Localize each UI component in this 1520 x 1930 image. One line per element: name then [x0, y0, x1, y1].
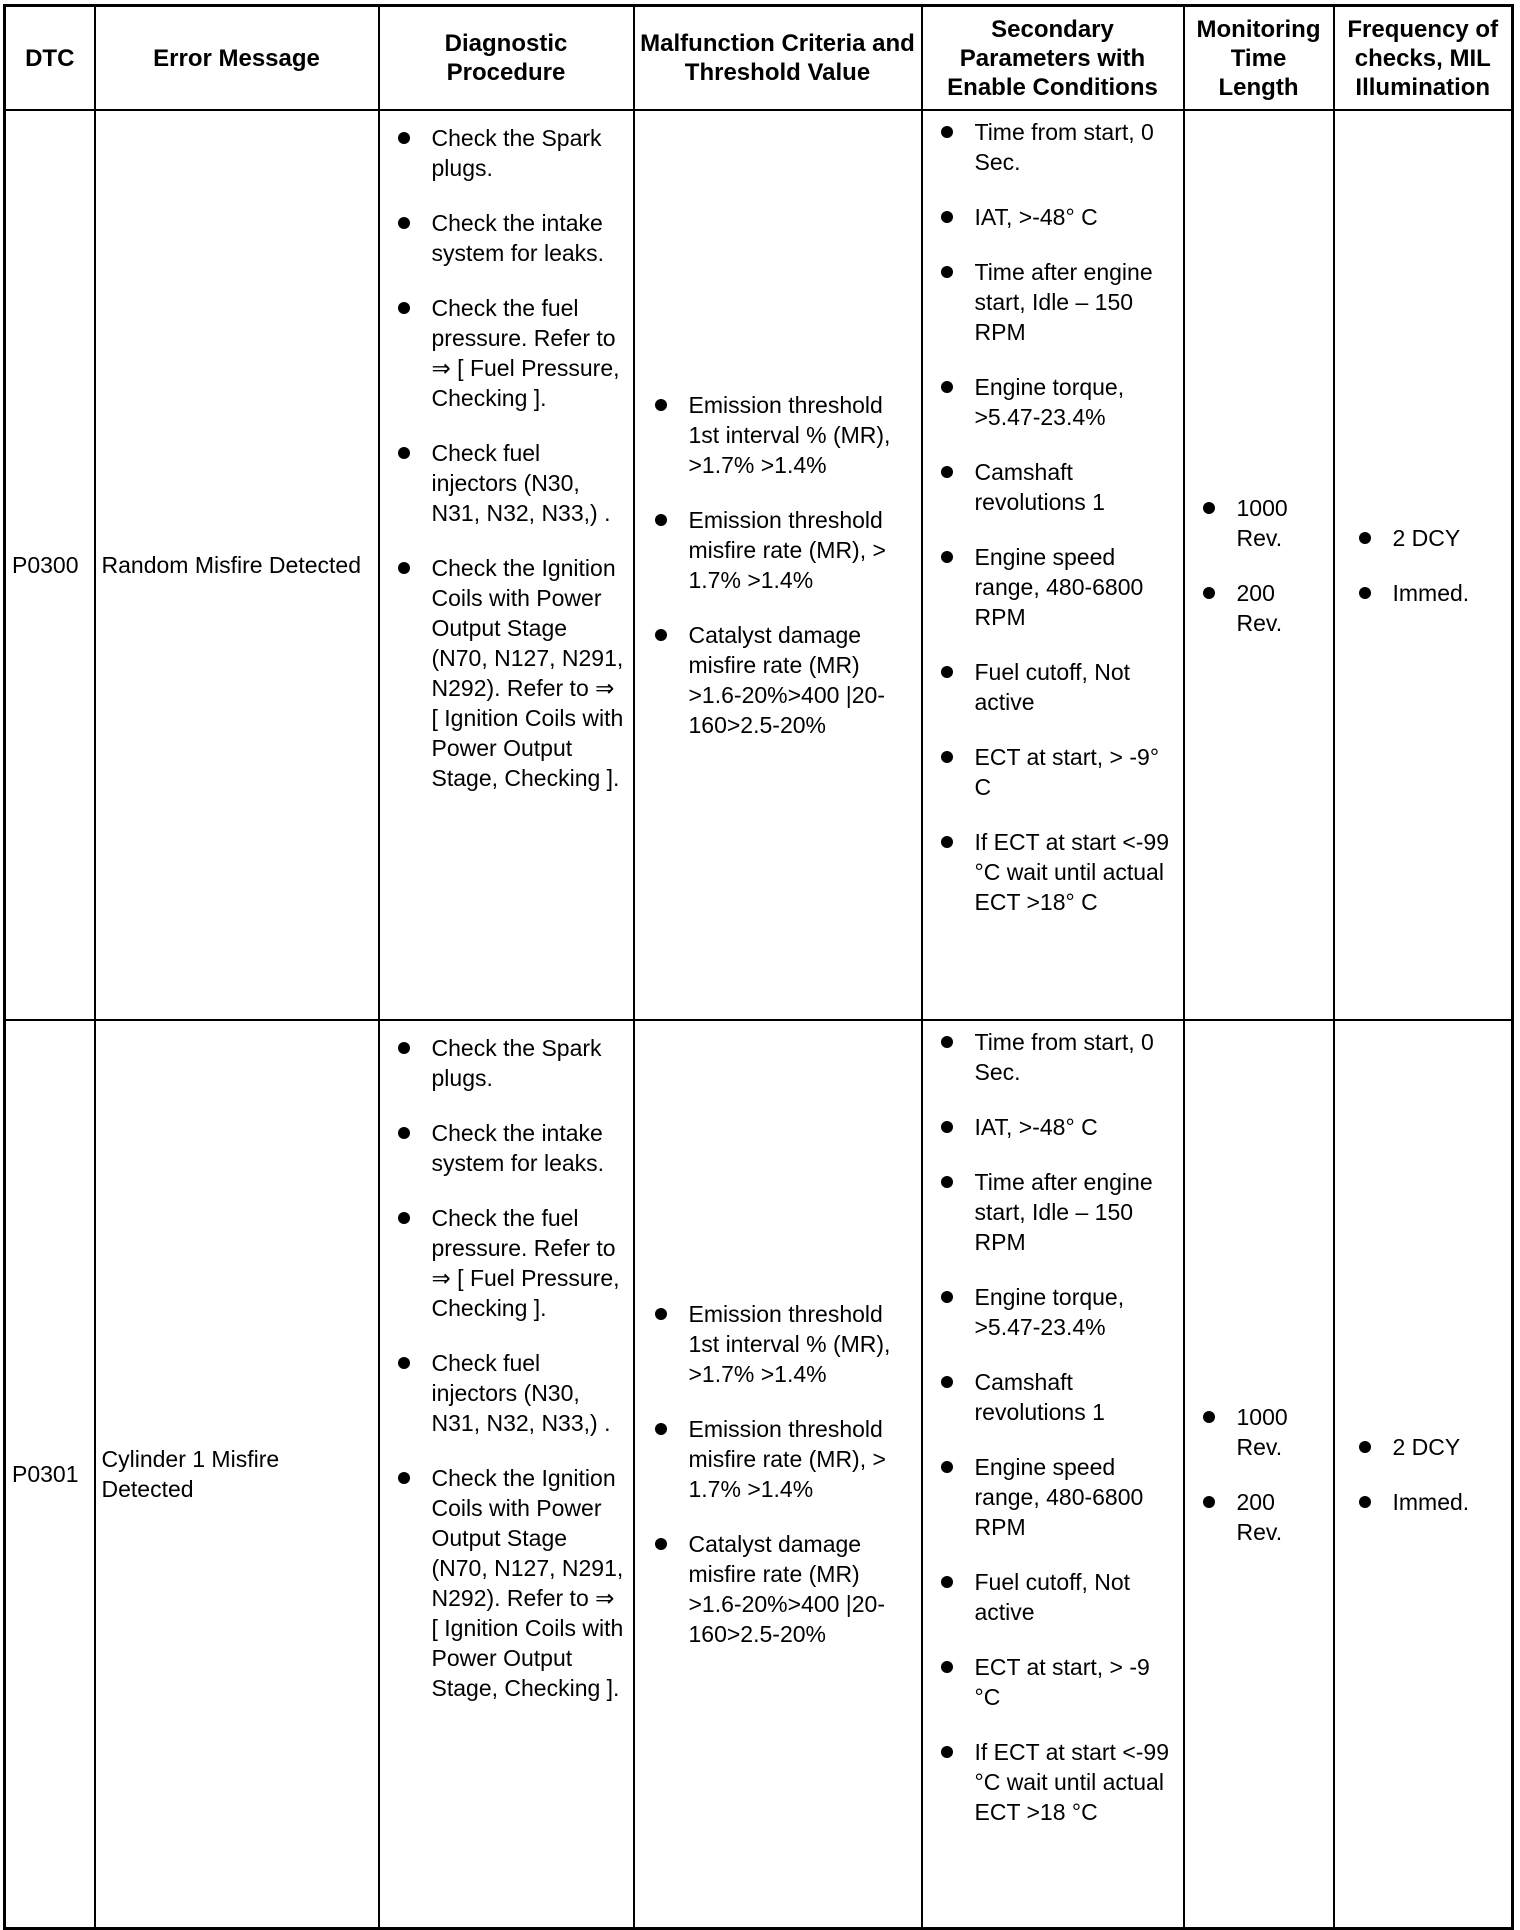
error-message: Cylinder 1 Misfire Detected [95, 1020, 379, 1929]
header-row [5, 6, 1513, 111]
secondary-parameters-cell [922, 1020, 1184, 1929]
list-item: Time after engine start, Idle – 150 RPM [937, 1167, 1175, 1257]
list-item: Check the Ignition Coils with Power Output Stage (N70, N127, N291, N292). Refer to ⇒ [ Ignition Coils with Power Output Stage, Checking ]. [394, 553, 625, 793]
list-item: Check the fuel pressure. Refer to ⇒ [ Fuel Pressure, Checking ]. [394, 293, 625, 413]
list-item: Engine speed range, 480-6800 RPM [937, 542, 1175, 632]
list-item: Camshaft revolutions 1 [937, 457, 1175, 517]
list-item: Fuel cutoff, Not active [937, 657, 1175, 717]
bullet-icon [941, 381, 953, 393]
header-secondary-parameters: Secondary Parameters with Enable Conditions [922, 6, 1184, 111]
list-item: 1000 Rev. [1199, 1402, 1327, 1462]
bullet-icon [398, 302, 410, 314]
diagnostic-procedure-cell [379, 1020, 634, 1929]
bullet-icon [398, 1357, 410, 1369]
header-dtc: DTC [5, 6, 95, 111]
bullet-icon [398, 562, 410, 574]
list-item: Engine torque, >5.47-23.4% [937, 1282, 1175, 1342]
list-item: Emission threshold misfire rate (MR), > 1.7% >1.4% [651, 1414, 915, 1504]
bullet-icon [1359, 1496, 1371, 1508]
list-item: ECT at start, > -9° C [937, 742, 1175, 802]
list-item: Immed. [1355, 1487, 1506, 1517]
bullet-icon [941, 266, 953, 278]
bullet-icon [941, 1661, 953, 1673]
bullet-icon [1203, 587, 1215, 599]
bullet-icon [1359, 1441, 1371, 1453]
list-item: Check the intake system for leaks. [394, 208, 625, 268]
bullet-icon [941, 466, 953, 478]
list-item: Catalyst damage misfire rate (MR) >1.6-20%>400 |20-160>2.5-20% [651, 620, 915, 740]
list-item: Check the Spark plugs. [394, 1033, 625, 1093]
bullet-icon [655, 514, 667, 526]
bullet-icon [1203, 1496, 1215, 1508]
header-diagnostic-procedure: Diagnostic Procedure [379, 6, 634, 111]
list-item: If ECT at start <-99 °C wait until actual ECT >18 °C [937, 1737, 1175, 1827]
diagnostic-procedure-cell [379, 110, 634, 1020]
bullet-icon [398, 1472, 410, 1484]
list-item: 200 Rev. [1199, 1487, 1327, 1547]
list-item: Immed. [1355, 578, 1506, 608]
bullet-icon [1359, 587, 1371, 599]
list-item: Emission threshold misfire rate (MR), > 1.7% >1.4% [651, 505, 915, 595]
list-item: Check the Spark plugs. [394, 123, 625, 183]
list-item: Engine speed range, 480-6800 RPM [937, 1452, 1175, 1542]
list-item: Fuel cutoff, Not active [937, 1567, 1175, 1627]
list-item: 2 DCY [1355, 1432, 1506, 1462]
bullet-icon [941, 1036, 953, 1048]
bullet-icon [655, 629, 667, 641]
list-item: 1000 Rev. [1199, 493, 1327, 553]
list-item: IAT, >-48° C [937, 1112, 1175, 1142]
list-item: Time from start, 0 Sec. [937, 117, 1175, 177]
bullet-icon [941, 751, 953, 763]
list-item: Check the fuel pressure. Refer to ⇒ [ Fuel Pressure, Checking ]. [394, 1203, 625, 1323]
header-monitoring-time: Monitoring Time Length [1184, 6, 1334, 111]
monitoring-time-cell [1184, 110, 1334, 1020]
bullet-icon [1359, 532, 1371, 544]
list-item: Time from start, 0 Sec. [937, 1027, 1175, 1087]
list-item: Check fuel injectors (N30, N31, N32, N33,) . [394, 1348, 625, 1438]
header-malfunction-criteria: Malfunction Criteria and Threshold Value [634, 6, 922, 111]
bullet-icon [1203, 1411, 1215, 1423]
list-item: Check the intake system for leaks. [394, 1118, 625, 1178]
bullet-icon [941, 1461, 953, 1473]
bullet-icon [398, 447, 410, 459]
bullet-icon [941, 126, 953, 138]
list-item: Check the Ignition Coils with Power Output Stage (N70, N127, N291, N292). Refer to ⇒ [ Ignition Coils with Power Output Stage, Checking ]. [394, 1463, 625, 1703]
list-item: Emission threshold 1st interval % (MR), >1.7% >1.4% [651, 390, 915, 480]
bullet-icon [941, 551, 953, 563]
bullet-icon [655, 1308, 667, 1320]
table-row [5, 1020, 1513, 1929]
bullet-icon [941, 1746, 953, 1758]
list-item: ECT at start, > -9 °C [937, 1652, 1175, 1712]
bullet-icon [655, 1538, 667, 1550]
bullet-icon [941, 666, 953, 678]
list-item: IAT, >-48° C [937, 202, 1175, 232]
list-item: Engine torque, >5.47-23.4% [937, 372, 1175, 432]
frequency-cell [1334, 110, 1513, 1020]
frequency-cell [1334, 1020, 1513, 1929]
bullet-icon [398, 1042, 410, 1054]
bullet-icon [941, 836, 953, 848]
dtc-table [3, 4, 1514, 1930]
dtc-code: P0300 [5, 110, 95, 1020]
bullet-icon [1203, 502, 1215, 514]
bullet-icon [398, 132, 410, 144]
bullet-icon [655, 399, 667, 411]
bullet-icon [941, 1376, 953, 1388]
bullet-icon [941, 1121, 953, 1133]
malfunction-criteria-cell [634, 110, 922, 1020]
bullet-icon [941, 1576, 953, 1588]
list-item: Emission threshold 1st interval % (MR), >1.7% >1.4% [651, 1299, 915, 1389]
list-item: Catalyst damage misfire rate (MR) >1.6-20%>400 |20-160>2.5-20% [651, 1529, 915, 1649]
bullet-icon [398, 1212, 410, 1224]
list-item: Time after engine start, Idle – 150 RPM [937, 257, 1175, 347]
bullet-icon [941, 1291, 953, 1303]
list-item: Camshaft revolutions 1 [937, 1367, 1175, 1427]
bullet-icon [655, 1423, 667, 1435]
bullet-icon [398, 1127, 410, 1139]
malfunction-criteria-cell [634, 1020, 922, 1929]
list-item: 2 DCY [1355, 523, 1506, 553]
error-message: Random Misfire Detected [95, 110, 379, 1020]
table-row [5, 110, 1513, 1020]
bullet-icon [941, 1176, 953, 1188]
list-item: Check fuel injectors (N30, N31, N32, N33,) . [394, 438, 625, 528]
header-error-message: Error Message [95, 6, 379, 111]
monitoring-time-cell [1184, 1020, 1334, 1929]
dtc-code: P0301 [5, 1020, 95, 1929]
secondary-parameters-cell [922, 110, 1184, 1020]
list-item: If ECT at start <-99 °C wait until actual ECT >18° C [937, 827, 1175, 917]
bullet-icon [398, 217, 410, 229]
bullet-icon [941, 211, 953, 223]
header-frequency: Frequency of checks, MIL Illumination [1334, 6, 1513, 111]
list-item: 200 Rev. [1199, 578, 1327, 638]
